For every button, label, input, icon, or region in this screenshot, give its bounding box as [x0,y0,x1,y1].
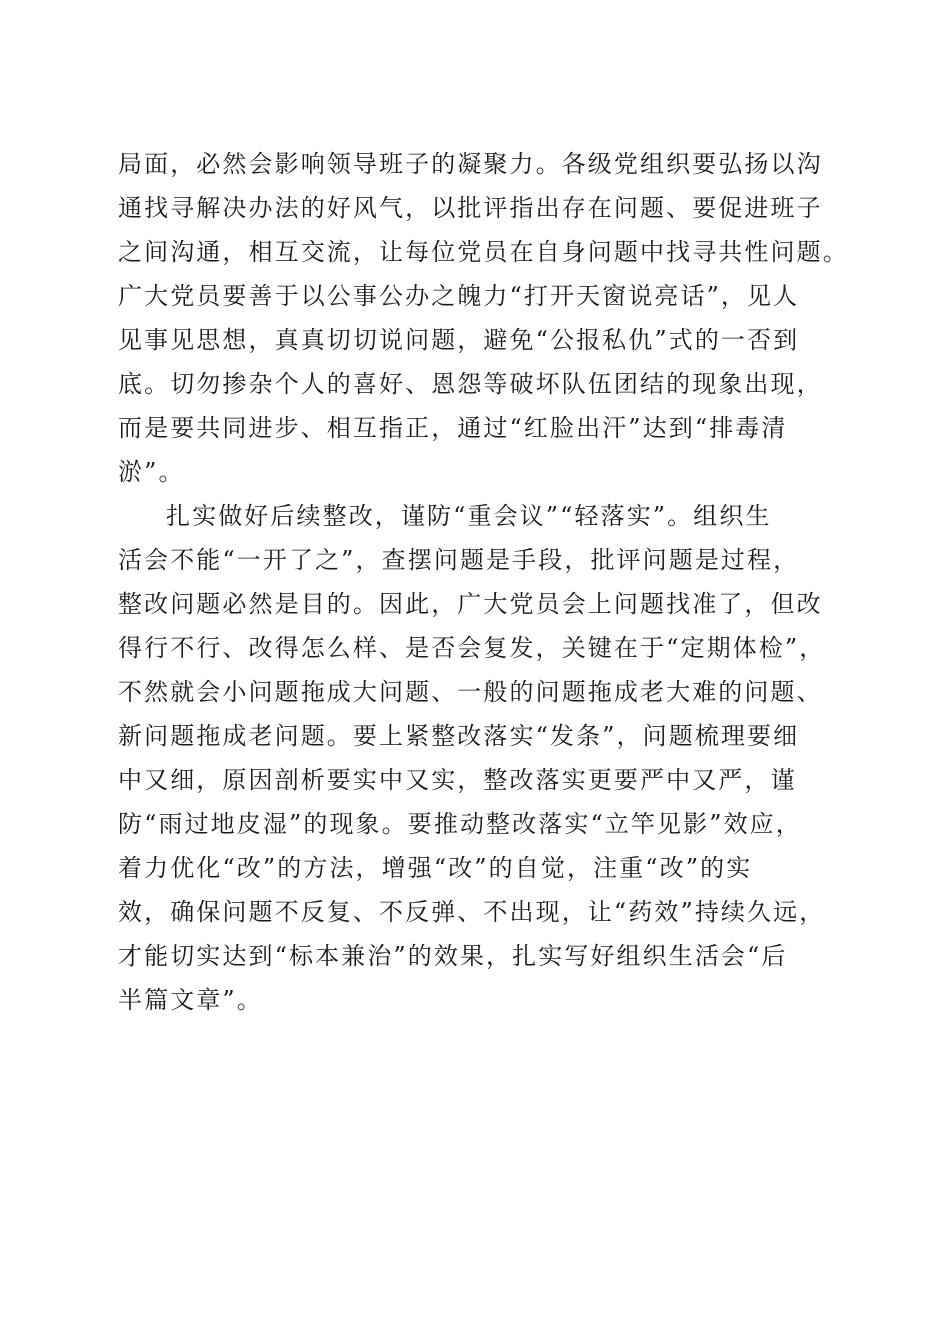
paragraph-1-line: 通找寻解决办法的好风气，以批评指出存在问题、要促进班子 [118,194,823,222]
paragraph-2-line: 防“雨过地皮湿”的现象。要推动整改落实“立竿见影”效应， [118,810,802,838]
paragraph-2-line: 新问题拖成老问题。要上紧整改落实“发条”，问题梳理要细 [118,722,800,750]
paragraph-1-line: 淤”。 [118,458,185,486]
paragraph-1-line: 广大党员要善于以公事公办之魄力“打开天窗说亮话”，见人 [118,282,800,310]
paragraph-1-line: 而是要共同进步、相互指正，通过“红脸出汗”达到“排毒清 [118,414,788,442]
paragraph-2-line: 活会不能“一开了之”，查摆问题是手段，批评问题是过程， [118,546,800,574]
paragraph-1-line: 之间沟通，相互交流，让每位党员在自身问题中找寻共性问题。 [118,238,849,266]
paragraph-1-line: 底。切勿掺杂个人的喜好、恩怨等破坏队伍团结的现象出现， [118,370,823,398]
paragraph-2-line: 中又细，原因剖析要实中又实，整改落实更要严中又严，谨 [118,766,797,794]
paragraph-2-line: 着力优化“改”的方法，增强“改”的自觉，注重“改”的实 [118,854,753,882]
paragraph-2-line: 整改问题必然是目的。因此，广大党员会上问题找准了，但改 [118,590,823,618]
paragraph-2-line: 半篇文章”。 [118,986,263,1014]
paragraph-1-line: 见事见思想，真真切切说问题，避免“公报私仇”式的一否到 [118,326,800,354]
paragraph-2-line: 效，确保问题不反复、不反弹、不出现，让“药效”持续久远， [118,898,826,926]
paragraph-2-line: 得行不行、改得怎么样、是否会复发，关键在于“定期体检”， [118,634,826,662]
paragraph-2-line: 扎实做好后续整改，谨防“重会议”“轻落实”。组织生 [166,502,772,530]
paragraph-2-line: 不然就会小问题拖成大问题、一般的问题拖成老大难的问题、 [118,678,823,706]
paragraph-1-line: 局面，必然会影响领导班子的凝聚力。各级党组织要弘扬以沟 [118,150,823,178]
paragraph-2-line: 才能切实达到“标本兼治”的效果，扎实写好组织生活会“后 [118,942,788,970]
